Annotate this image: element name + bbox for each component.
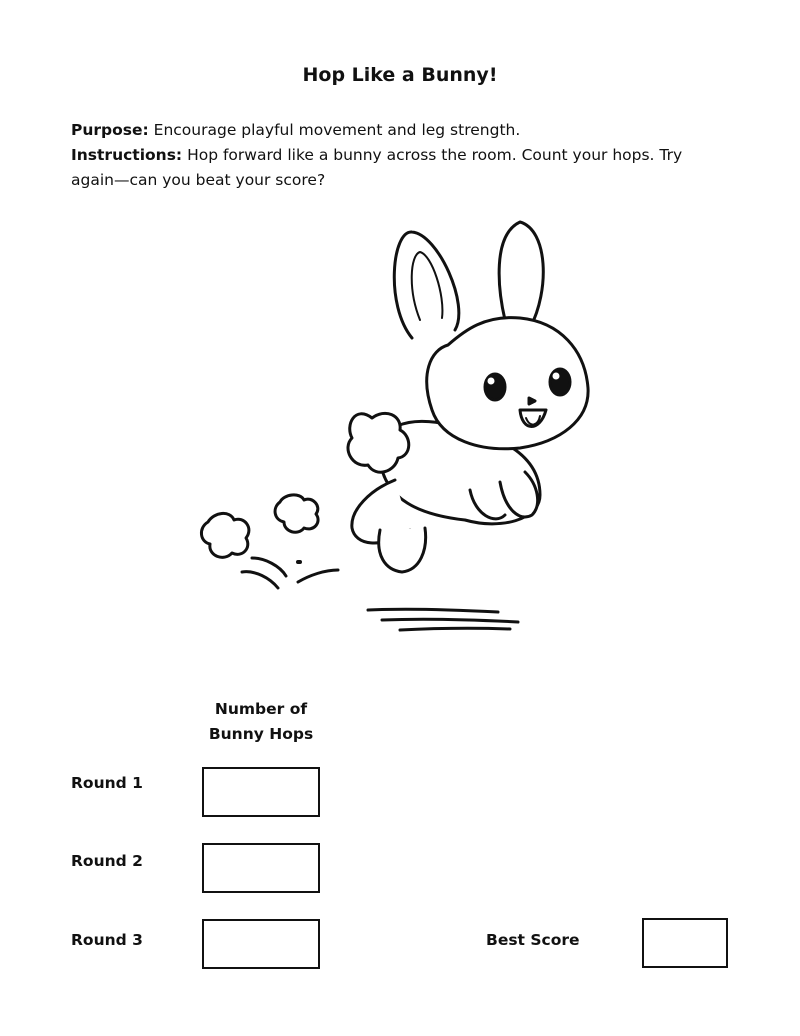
purpose-text: Encourage playful movement and leg strength. bbox=[148, 121, 521, 139]
round-2-answer-box[interactable] bbox=[202, 843, 320, 893]
column-header-line2: Bunny Hops bbox=[208, 725, 314, 743]
best-score-answer-box[interactable] bbox=[642, 918, 728, 968]
instructions-label: Instructions: bbox=[71, 146, 183, 164]
column-header-line1: Number of bbox=[214, 700, 308, 718]
row-label-round-1: Round 1 bbox=[71, 774, 143, 792]
row-label-round-2: Round 2 bbox=[71, 852, 143, 870]
instructions-text: Hop forward like a bunny across the room. Count your hops. Try again—can you beat your score? bbox=[71, 146, 683, 189]
intro-text bbox=[71, 118, 721, 193]
column-header bbox=[196, 697, 326, 747]
best-score-label: Best Score bbox=[486, 931, 580, 949]
row-label-round-3: Round 3 bbox=[71, 931, 143, 949]
round-1-answer-box[interactable] bbox=[202, 767, 320, 817]
round-3-answer-box[interactable] bbox=[202, 919, 320, 969]
hopping-bunny-icon bbox=[180, 210, 600, 640]
purpose-line bbox=[71, 118, 721, 143]
purpose-label: Purpose: bbox=[71, 121, 149, 139]
instructions-line bbox=[71, 143, 721, 193]
worksheet-title: Hop Like a Bunny! bbox=[302, 64, 498, 86]
